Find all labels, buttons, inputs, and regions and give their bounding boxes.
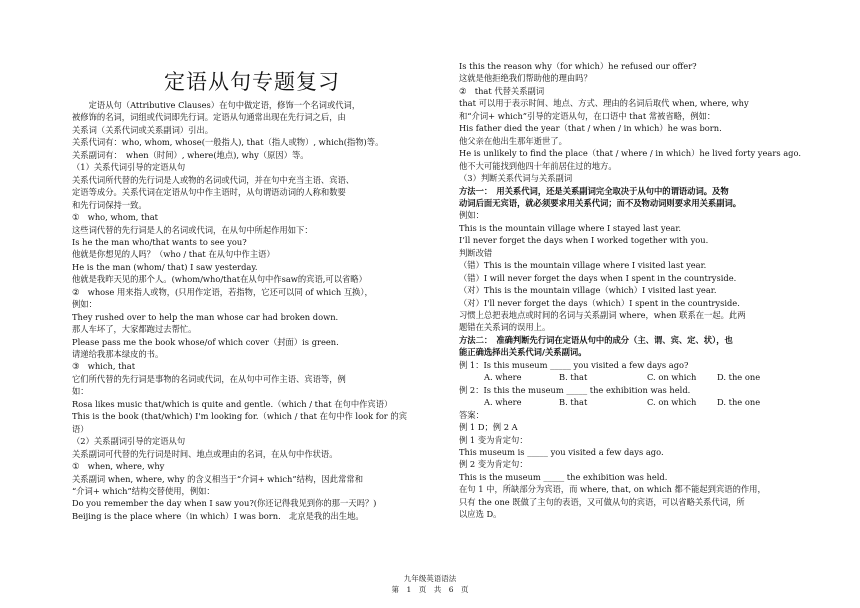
right-text-line: 答案：: [459, 409, 484, 420]
right-text-line: 在句 1 中，所缺部分为宾语，而 where, that, on which 都不能起到宾语的作用，: [459, 484, 766, 495]
right-text-line: I’ll never forget the days when I worked together with you.: [459, 235, 709, 246]
left-text-line: 定语等成分。关系代词在定语从句中作主语时，从句谓语动词的人称和数要: [72, 187, 346, 198]
left-text-line: 定语从句（Attributive Clauses）在句中做定语，修饰一个名词或代词，: [72, 100, 361, 110]
right-text-line: 动词后面无宾语，就必须要求用关系代词；而不及物动词则要求用关系副词。: [459, 197, 742, 208]
left-text-line: 如：: [72, 386, 89, 397]
right-text-line: ② that 代替关系副词: [459, 85, 545, 96]
left-text-line: Is he the man who/that wants to see you?: [72, 236, 247, 247]
left-text-line: 这些词代替的先行词是人的名词或代词，在从句中所起作用如下：: [72, 224, 313, 235]
left-text-line: ① who, whom, that: [72, 212, 158, 223]
left-text-line: 关系代词有：who, whom, whose(一般指人), that（指人或物）, which(指物)等。: [72, 137, 384, 148]
right-text-line: He is unlikely to find the place（that / where / in which）he lived forty years ago.: [459, 148, 801, 159]
left-text-line: 关系词（关系代词或关系副词）引出。: [72, 124, 214, 135]
left-text-line: 那人车坏了，大家都跑过去帮忙。: [72, 324, 197, 335]
left-text-line: Rosa likes music that/which is quite and gentle.（which / that 在句中作宾语）: [72, 398, 393, 409]
left-text-line: 和先行词保持一致。: [72, 199, 147, 210]
left-text-line: 被修饰的名词，词组或代词即先行词。定语从句通常出现在先行词之后，由: [72, 112, 346, 123]
left-text-line: 关系副词可代替的先行词是时间、地点或理由的名词，在从句中作状语。: [72, 448, 338, 459]
right-text-line: 以应选 D。: [459, 509, 502, 520]
option-label: D. the one: [717, 372, 761, 383]
option-label: B. that: [559, 372, 588, 383]
right-text-line: 例 1：Is this museum _____ you visited a few days ago?: [459, 359, 689, 370]
right-text-line: His father died the year（that / when / in which）he was born.: [459, 123, 722, 134]
right-text-line: 只有 the one 既做了主句的表语，又可做从句的宾语，可以省略关系代词，所: [459, 496, 745, 507]
right-text-line: 能正确选择出关系代词/关系副词。: [459, 347, 587, 358]
right-text-line: 例 1 D；例 2 A: [459, 422, 518, 433]
left-text-line: （2）关系副词引导的定语从句: [72, 436, 186, 447]
option-label: A. where: [484, 397, 522, 408]
left-text-line: “介词+ which”结构交替使用，例如：: [72, 485, 215, 496]
option-label: A. where: [484, 372, 522, 383]
right-text-line: 习惯上总把表地点或时间的名词与关系副词 where，when 联系在一起。此两: [459, 310, 746, 320]
left-text-line: Beijing is the place where（in which）I was born. 北京是我的出生地。: [72, 510, 364, 521]
left-text-line: He is the man (whom/ that) I saw yesterday.: [72, 261, 258, 272]
right-text-line: This is the mountain village where I stayed last year.: [459, 222, 682, 233]
left-text-line: They rushed over to help the man whose car had broken down.: [72, 311, 339, 322]
left-text-line: 关系代词所代替的先行词是人或物的名词或代词，并在句中充当主语、宾语、: [72, 174, 355, 185]
right-text-line: 题错在关系词的误用上。: [459, 322, 551, 333]
right-text-line: 判断改错: [459, 247, 493, 258]
option-label: D. the one: [717, 397, 761, 408]
right-text-line: 例如：: [459, 210, 484, 221]
left-text-line: 关系副词有： when（时间）, where(地点), why（原因）等。: [72, 149, 309, 160]
right-text-line: （对）This is the mountain village（which）I visited last year.: [459, 285, 717, 296]
left-text-line: 语）: [72, 423, 89, 434]
right-text-line: （错）This is the mountain village where I visited last year.: [459, 260, 707, 271]
option-label: B. that: [559, 397, 588, 408]
footer-subject: 九年级英语语法: [403, 574, 457, 583]
left-text-line: ② whose 用来指人或物，(只用作定语，若指物，它还可以同 of which 互换），: [72, 286, 373, 297]
left-text-line: 例如：: [72, 299, 97, 310]
left-text-line: 他就是你想见的人吗？（who / that 在从句中作主语）: [72, 249, 275, 260]
right-text-line: （错）I will never forget the days when I spent in the countryside.: [459, 272, 737, 283]
right-text-line: 方法一： 用关系代词，还是关系副词完全取决于从句中的谓语动词。及物: [459, 185, 729, 196]
left-text-line: 请递给我那本绿皮的书。: [72, 349, 164, 359]
option-label: C. on which: [647, 397, 697, 408]
right-text-line: 方法二： 准确判断先行词在定语从句中的成分（主、谓、宾、定、状），也: [459, 334, 733, 345]
right-text-line: 他父亲在他出生那年逝世了。: [459, 135, 567, 146]
left-text-line: ③ which, that: [72, 361, 136, 372]
left-text-line: 他就是我昨天见的那个人。(whom/who/that在从句中作saw的宾语,可以省略）: [72, 274, 367, 285]
page-title: 定语从句专题复习: [164, 70, 340, 94]
right-text-line: 这就是他拒绝我们帮助他的理由吗？: [459, 73, 592, 84]
right-text-line: （3）判断关系代词与关系副词: [459, 173, 573, 184]
right-text-line: This museum is _____ you visited a few days ago.: [459, 446, 664, 457]
left-text-line: ① when, where, why: [72, 461, 165, 472]
left-text-line: （1）关系代词引导的定语从句: [72, 162, 186, 173]
option-label: C. on which: [647, 372, 697, 383]
right-text-line: 例 2 变为肯定句：: [459, 459, 528, 470]
right-text-line: 他不大可能找到他四十年前居住过的地方。: [459, 160, 617, 171]
right-text-line: 例 1 变为肯定句：: [459, 434, 528, 445]
right-text-line: Is this the reason why（for which）he refused our offer?: [459, 61, 697, 71]
left-text-line: Do you remember the day when I saw you?(你还记得我见到你的那一天吗？): [72, 498, 377, 509]
right-text-line: that 可以用于表示时间、地点、方式、理由的名词后取代 when, where, why: [459, 98, 749, 109]
left-text-line: 它们所代替的先行词是事物的名词或代词，在从句中可作主语、宾语等，例: [72, 373, 346, 384]
right-text-line: （对）I'll never forget the days（which）I spent in the countryside.: [459, 297, 740, 308]
right-text-line: This is the museum _____ the exhibition was held.: [459, 471, 668, 482]
right-text-line: 和“介词+ which”引导的定语从句，在口语中 that 常被省略，例如：: [459, 110, 716, 121]
right-text-line: 例 2：Is this the museum _____ the exhibition was held.: [459, 384, 691, 395]
left-text-line: 关系副词 when, where, why 的含义相当于“介词+ which”结构，因此常常和: [72, 473, 363, 484]
left-text-line: Please pass me the book whose/of which cover（封面）is green.: [72, 336, 339, 347]
footer-page-number: 第 1 页 共 6 页: [391, 585, 469, 594]
left-text-line: This is the book (that/which) I'm looking for.（which / that 在句中作 look for 的宾: [72, 411, 408, 422]
